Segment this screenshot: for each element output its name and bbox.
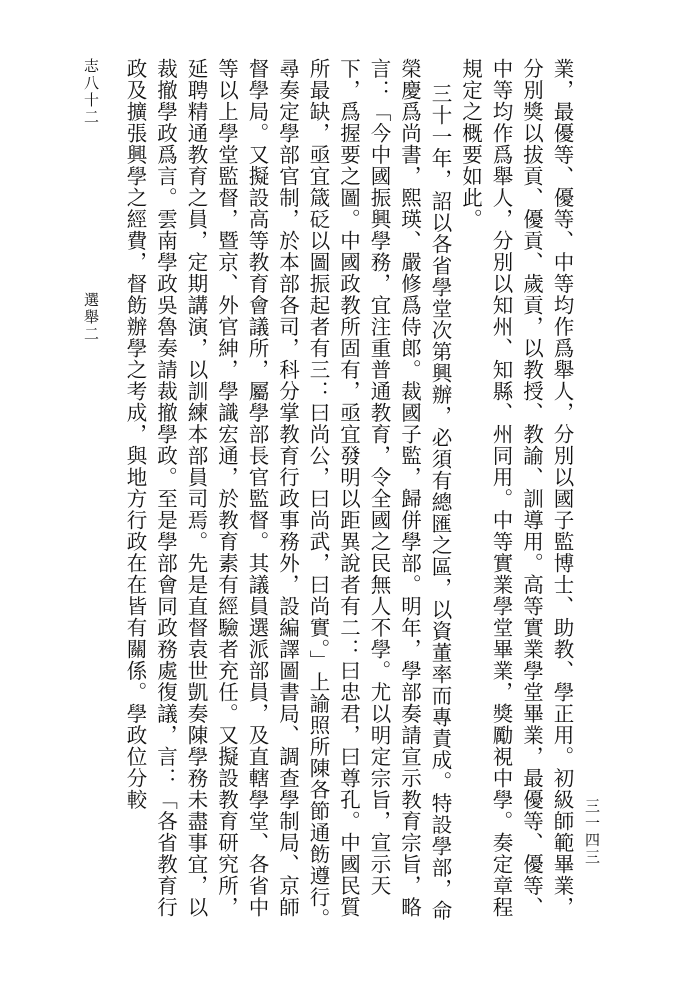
body-text (112, 58, 577, 938)
paragraph-continuation: 業，最優等、優等、中等均作爲舉人，分別以國子監博士、助教、學正用。初級師範畢業，分別獎以拔貢、優貢、歲貢，以教授、教諭、訓導用。高等實業學堂畢業，最優等、優等、中等均作爲舉人，分別以知州、知縣、州同用。中等實業學堂畢業，獎勵視中學。奏定章程規定之概要如此。 (458, 58, 574, 918)
running-header-section: 選舉二 (82, 292, 100, 343)
page-number: 三一四三 (583, 798, 601, 866)
paragraph-main: 三十一年，詔以各省學堂次第興辦，必須有總匯之區，以資董率而專責成。特設學部，命榮慶爲尚書，熙瑛、嚴修爲侍郎。裁國子監，歸併學部。明年，學部奏請宣示教育宗旨，略言：「今中國振興學務，宜注重普通教育，令全國之民無人不學。尤以明定宗旨，宣示天下，爲握要之圖。中國政教所固有，亟宜發明以距異說者有二：曰忠君，曰尊孔。中國民質所最缺，亟宜箴砭以圖振起者有三：曰尚公，曰尚武，曰尚實。」上諭照所陳各節通飭遵行。尋奏定學部官制，於本部各司，科分掌教育行政事務外，設編譯圖書局、調查學制局、京師督學局。又擬設高等教育會議所，屬學部長官監督。其議員選派部員，及直轄學堂、各省中等以上學堂監督，暨京、外官紳，學識宏通，於教育素有經驗者充任。又擬設教育研究所，延聘精通教育之員，定期講演，以訓練本部員司焉。先是直督袁世凱奏陳學務未盡事宜，以裁撤學政爲言。雲南學政吳魯奏請裁撤學政。至是學部會同政務處復議，言：「各省教育行政及擴張興學之經費，督飭辦學之考成，與地方行政在在皆有關係。學政位分較 (123, 58, 452, 930)
running-header-volume: 志八十二 (82, 58, 100, 126)
